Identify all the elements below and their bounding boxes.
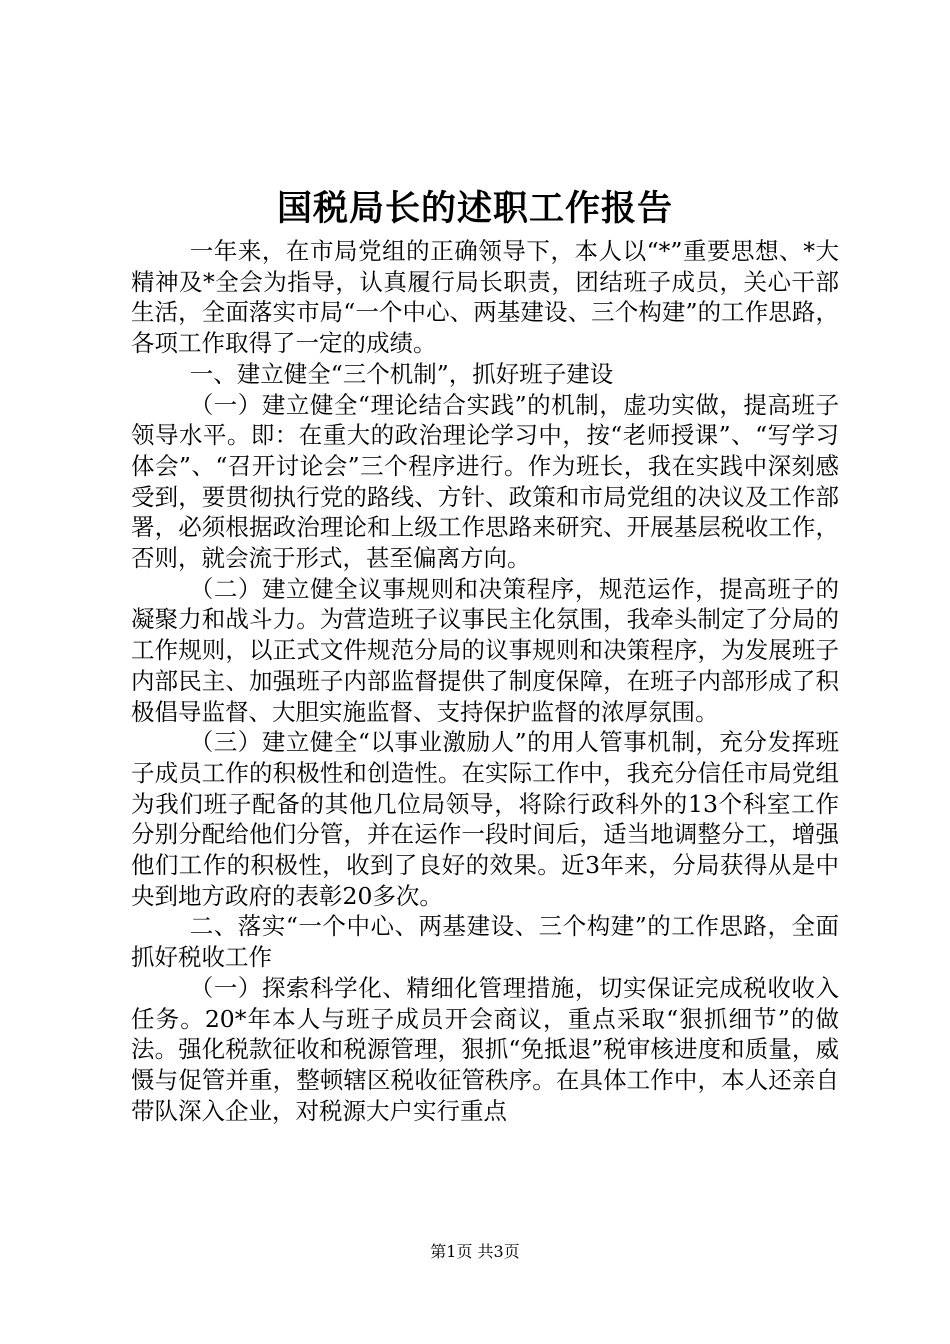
section-heading-2: 二、落实“一个中心、两基建设、三个构建”的工作思路，全面抓好税收工作 — [131, 912, 839, 972]
paragraph-2-1: （一）探索科学化、精细化管理措施，切实保证完成税收收入任务。20*年本人与班子成员开会商议，重点采取“狠抓细节”的做法。强化税款征收和税源管理，狠抓“免抵退”税审核进度和质量，威慑与促管并重，整顿辖区税收征管秩序。在具体工作中，本人还亲自带队深入企业，对税源大户实行重点 — [131, 973, 839, 1125]
paragraph-1-1: （一）建立健全“理论结合实践”的机制，虚功实做，提高班子领导水平。即：在重大的政治理论学习中，按“老师授课”、“写学习体会”、“召开讨论会”三个程序进行。作为班长，我在实践中深刻感受到，要贯彻执行党的路线、方针、政策和市局党组的决议及工作部署，必须根据政治理论和上级工作思路来研究、开展基层税收工作，否则，就会流于形式，甚至偏离方向。 — [131, 390, 839, 573]
document-body — [131, 236, 839, 1126]
section-heading-1: 一、建立健全“三个机制”，抓好班子建设 — [189, 359, 614, 388]
paragraph-1-2: （二）建立健全议事规则和决策程序，规范运作，提高班子的凝聚力和战斗力。为营造班子议事民主化氛围，我牵头制定了分局的工作规则，以正式文件规范分局的议事规则和决策程序，为发展班子内部民主、加强班子内部监督提供了制度保障，在班子内部形成了积极倡导监督、大胆实施监督、支持保护监督的浓厚氛围。 — [131, 574, 839, 726]
page-footer: 第1页 共3页 — [430, 1242, 520, 1261]
paragraph-1-3: （三）建立健全“以事业激励人”的用人管事机制，充分发挥班子成员工作的积极性和创造性。在实际工作中，我充分信任市局党组为我们班子配备的其他几位局领导，将除行政科外的13个科室工作分别分配给他们分管，并在运作一段时间后，适当地调整分工，增强他们工作的积极性，收到了良好的效果。近3年来，分局获得从是中央到地方政府的表彰20多次。 — [131, 728, 839, 910]
paragraph-intro: 一年来，在市局党组的正确领导下，本人以“*”重要思想、*大精神及*全会为指导，认真履行局长职责，团结班子成员，关心干部生活，全面落实市局“一个中心、两基建设、三个构建”的工作思路，各项工作取得了一定的成绩。 — [131, 237, 839, 358]
document-title: 国税局长的述职工作报告 — [276, 188, 673, 229]
